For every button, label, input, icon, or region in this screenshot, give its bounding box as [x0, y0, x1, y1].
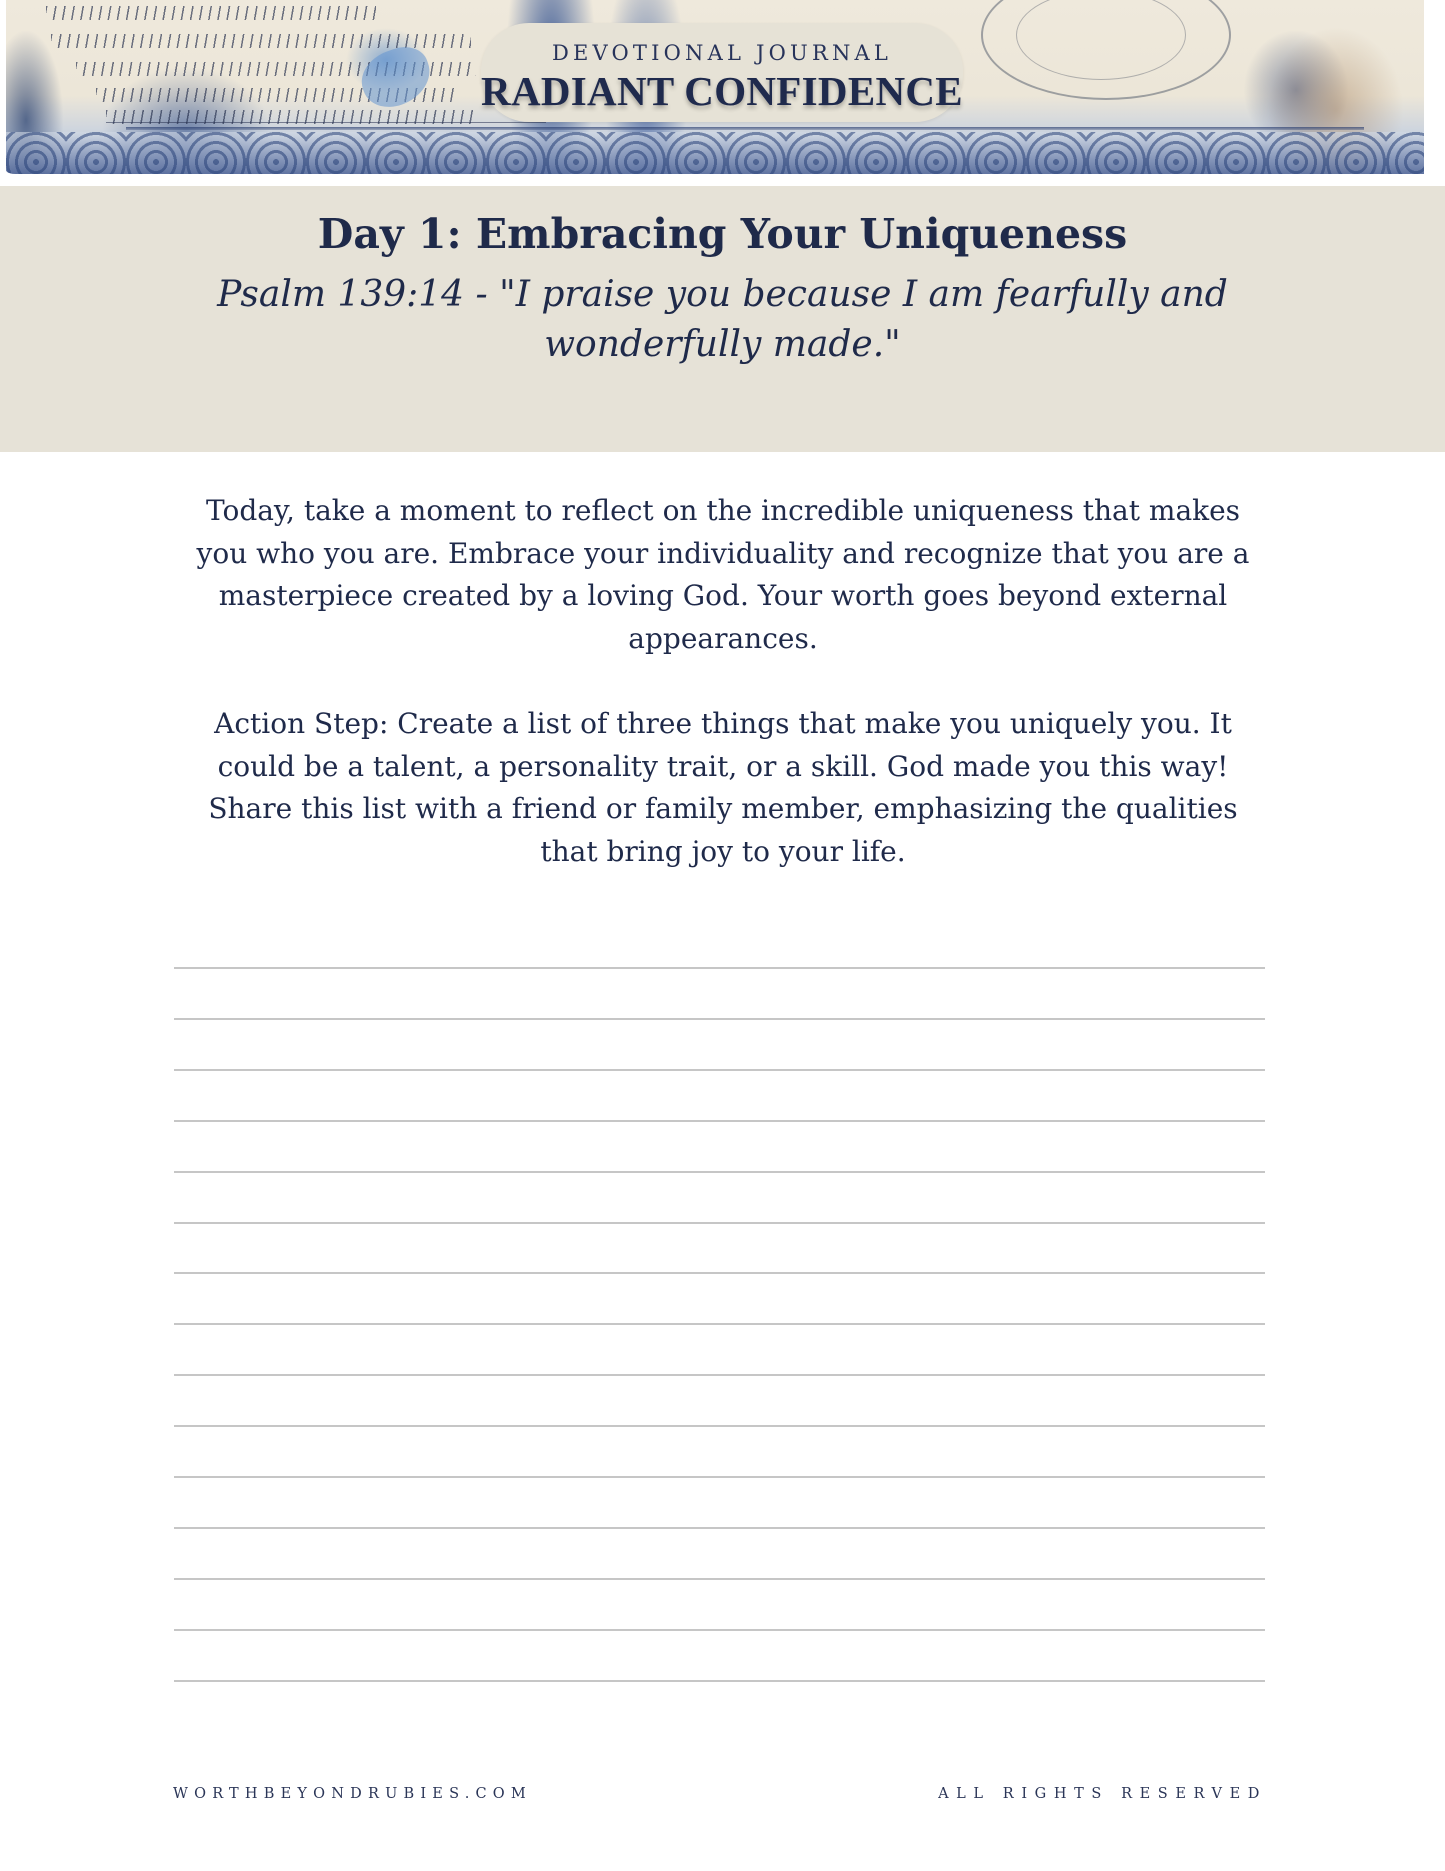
writing-line [174, 1425, 1265, 1427]
journal-subtitle: DEVOTIONAL JOURNAL [551, 41, 893, 65]
frame-rule-decoration [126, 127, 1364, 130]
reflection-paragraph: Today, take a moment to reflect on the incredible uniqueness that makes you who you are. Embrace your individuality and recognize that you are a masterpiece created by a loving God. Your worth goes beyond external appearances. [196, 494, 1250, 655]
writing-line [174, 1527, 1265, 1529]
writing-line [174, 1629, 1265, 1631]
writing-line [174, 1222, 1265, 1224]
footer-rights: ALL RIGHTS RESERVED [938, 1786, 1267, 1802]
writing-line [174, 1171, 1265, 1173]
journal-title: RADIANT CONFIDENCE [481, 68, 963, 114]
writing-line [174, 967, 1265, 969]
header-banner-image [6, 0, 1424, 174]
day-title: Day 1: Embracing Your Uniqueness [317, 210, 1128, 258]
watercolor-splash-decoration [354, 40, 439, 116]
writing-line [174, 1069, 1265, 1071]
day-header [0, 186, 1445, 452]
writing-line [174, 1018, 1265, 1020]
writing-line [174, 1374, 1265, 1376]
action-step-paragraph: Action Step: Create a list of three things that make you uniquely you. It could be a talent, a personality trait, or a skill. God made you this way! Share this list with a friend or family member, emphasizing the qualities that bring joy to your life. [208, 707, 1238, 868]
handwriting-decoration [51, 34, 471, 48]
writing-line [174, 1120, 1265, 1122]
writing-line [174, 1476, 1265, 1478]
writing-line [174, 1272, 1265, 1274]
journal-title-badge [481, 23, 963, 122]
scripture-verse: Psalm 139:14 - "I praise you because I am fearfully and wonderfully made." [217, 274, 1228, 365]
handwriting-decoration [46, 6, 376, 20]
ornament-band-decoration [6, 132, 1424, 174]
writing-line [174, 1578, 1265, 1580]
rule-line-decoration [106, 122, 546, 123]
writing-line [174, 1680, 1265, 1682]
footer-website: WORTHBEYONDRUBIES.COM [173, 1786, 532, 1802]
writing-line [174, 1323, 1265, 1325]
